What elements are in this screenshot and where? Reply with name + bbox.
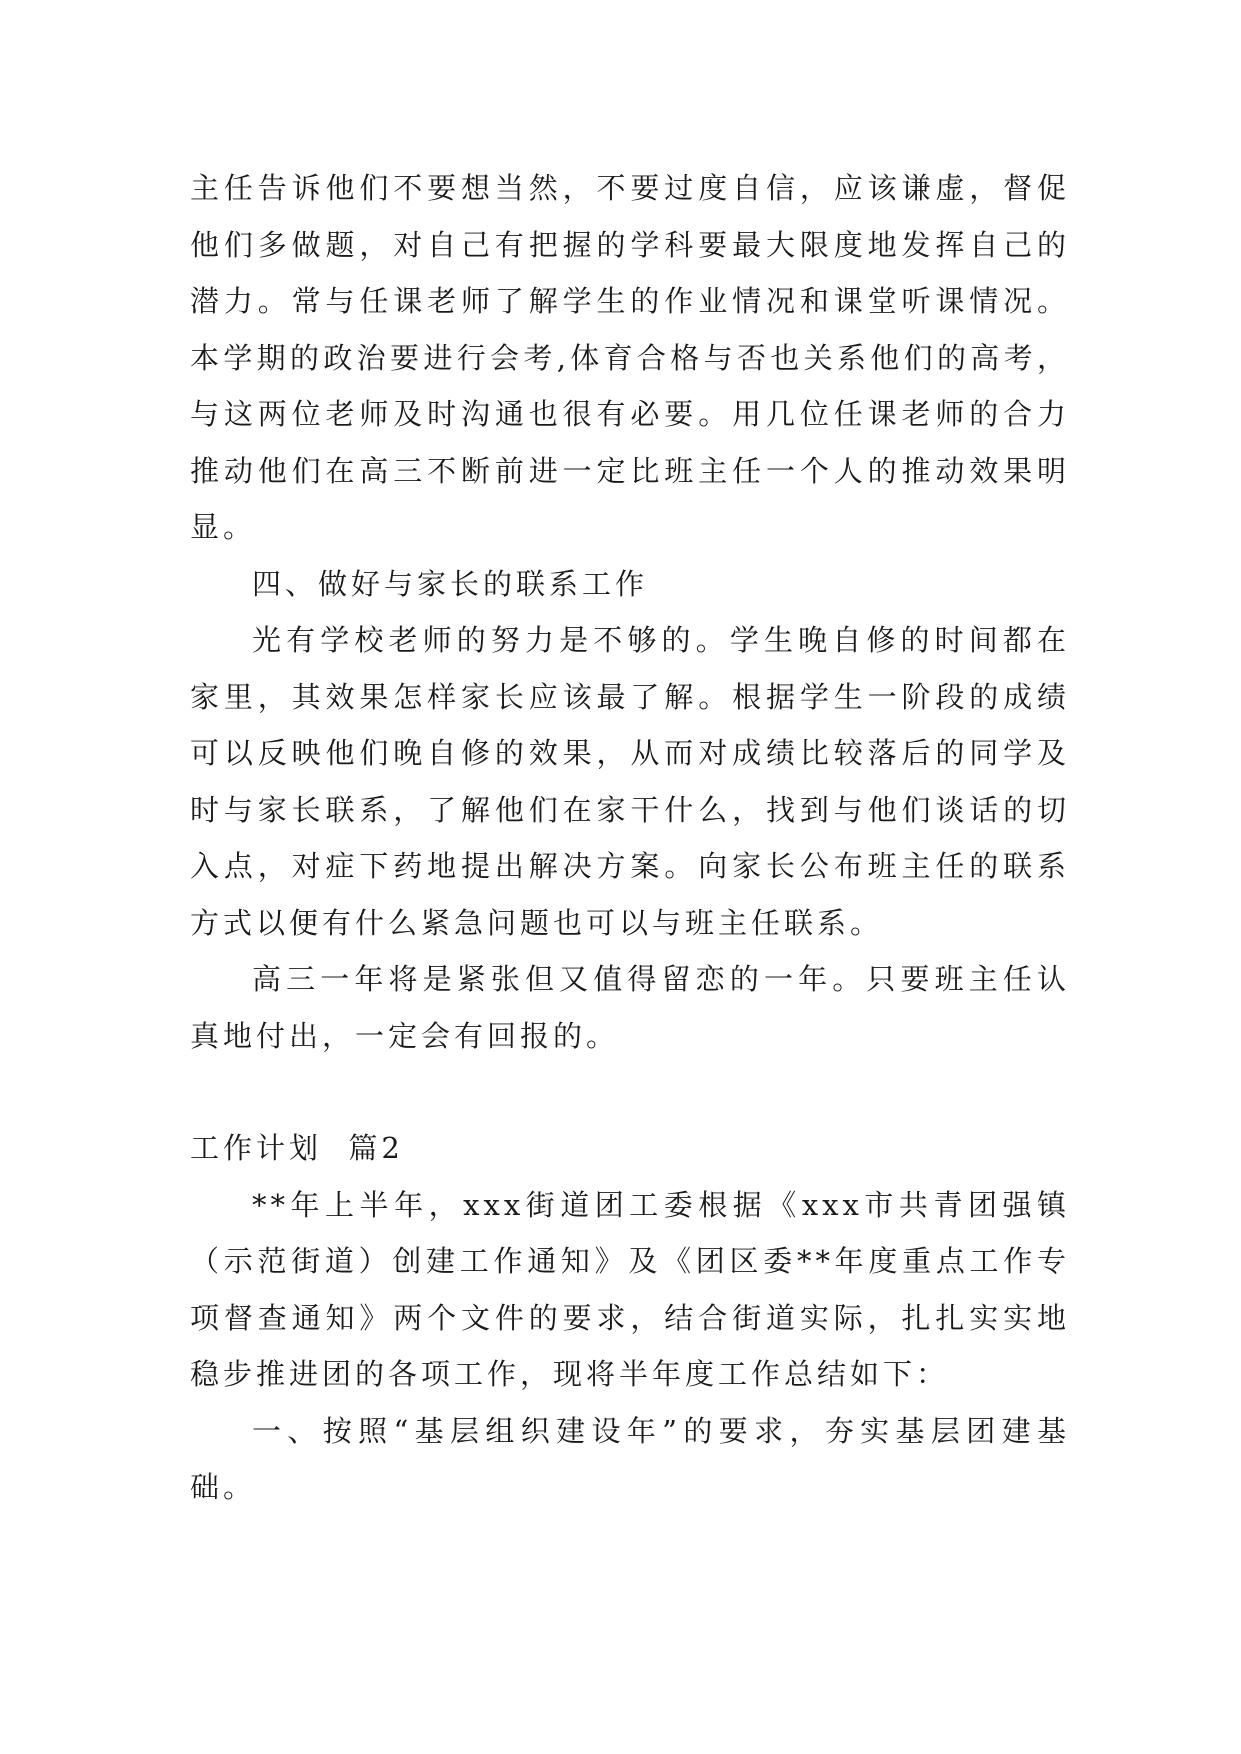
section-title-plan-2: 工作计划 篇2 (190, 1131, 404, 1165)
paragraph-conclusion: 高三一年将是紧张但又值得留恋的一年。只要班主任认真地付出，一定会有回报的。 (190, 962, 1070, 1053)
paragraph-plan-item-one: 一、按照“基层组织建设年”的要求，夯实基层团建基础。 (190, 1413, 1070, 1504)
section-heading-four: 四、做好与家长的联系工作 (252, 566, 649, 601)
document-body (190, 160, 1070, 1516)
paragraph-plan-intro: **年上半年，xxx街道团工委根据《xxx市共青团强镇（示范街道）创建工作通知》及《团区委**年度重点工作专项督查通知》两个文件的要求，结合街道实际，扎扎实实地稳步推进团的各项工作，现将半年度工作总结如下： (190, 1187, 1070, 1391)
section-spacer (190, 1064, 1070, 1120)
paragraph-continuation: 主任告诉他们不要想当然，不要过度自信，应该谦虚，督促他们多做题，对自己有把握的学科要最大限度地发挥自己的潜力。常与任课老师了解学生的作业情况和课堂听课情况。本学期的政治要进行会考,体育合格与否也关系他们的高考，与这两位老师及时沟通也很有必要。用几位任课老师的合力推动他们在高三不断前进一定比班主任一个人的推动效果明显。 (190, 171, 1070, 544)
paragraph-parent-contact: 光有学校老师的努力是不够的。学生晚自修的时间都在家里，其效果怎样家长应该最了解。根据学生一阶段的成绩可以反映他们晚自修的效果，从而对成绩比较落后的同学及时与家长联系，了解他们在家干什么，找到与他们谈话的切入点，对症下药地提出解决方案。向家长公布班主任的联系方式以便有什么紧急问题也可以与班主任联系。 (190, 623, 1070, 940)
